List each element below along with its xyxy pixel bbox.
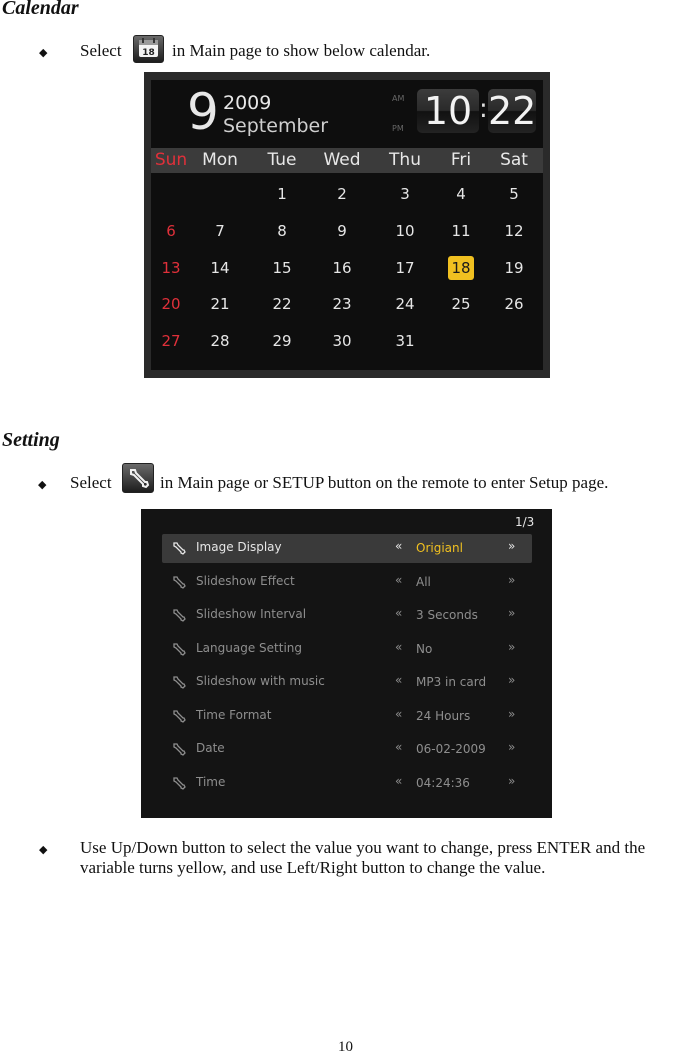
right-arrow-icon[interactable]: »: [508, 539, 516, 553]
setup-row[interactable]: [162, 668, 532, 697]
left-arrow-icon[interactable]: «: [395, 639, 403, 654]
bullet-diamond-icon: ◆: [39, 844, 48, 856]
calendar-instruction-select: Select: [80, 41, 122, 60]
setup-screen: [141, 509, 552, 818]
calendar-heading: Calendar: [2, 0, 79, 19]
note-line-1: Use Up/Down button to select the value you want to change, press ENTER and the: [80, 838, 646, 857]
setup-row-label: Time Format: [196, 707, 272, 722]
setup-row[interactable]: [162, 601, 532, 630]
left-arrow-icon[interactable]: «: [395, 706, 403, 721]
setup-row-label: Date: [196, 741, 225, 755]
calendar-day[interactable]: 21: [210, 295, 230, 313]
calendar-day[interactable]: 6: [166, 222, 176, 240]
setup-row-label: Image Display: [196, 540, 282, 554]
weekday-thu: Thu: [389, 150, 421, 170]
calendar-day[interactable]: 16: [332, 259, 352, 277]
calendar-am-label: AM: [392, 94, 405, 103]
setup-row[interactable]: [162, 769, 532, 798]
setting-instruction: [38, 473, 609, 493]
note-line-2: variable turns yellow, and use Left/Right button to change the value.: [80, 858, 546, 877]
setup-row-label: Time: [196, 774, 226, 789]
right-arrow-icon[interactable]: »: [508, 572, 516, 587]
page-number: 10: [338, 1039, 353, 1055]
setup-row-value[interactable]: 06-02-2009: [416, 742, 486, 756]
calendar-day[interactable]: 22: [272, 295, 292, 313]
setup-row-value[interactable]: 04:24:36: [416, 775, 470, 790]
setting-instruction-select: Select: [70, 473, 112, 492]
calendar-day[interactable]: 26: [504, 295, 524, 313]
right-arrow-icon[interactable]: »: [508, 606, 516, 620]
setup-row-label: Slideshow Effect: [196, 573, 295, 588]
calendar-app-icon: [133, 35, 164, 63]
left-arrow-icon[interactable]: «: [395, 740, 403, 754]
calendar-day[interactable]: 13: [161, 259, 181, 277]
wrench-icon: [172, 709, 186, 723]
setup-row-value[interactable]: All: [416, 574, 431, 589]
setup-row-value[interactable]: No: [416, 641, 433, 656]
calendar-day[interactable]: 23: [332, 295, 352, 313]
setup-page-indicator: 1/3: [515, 515, 535, 529]
right-arrow-icon[interactable]: »: [508, 773, 516, 788]
wrench-icon: [172, 575, 186, 589]
setup-row-label: Slideshow with music: [196, 674, 325, 688]
weekday-mon: Mon: [202, 150, 238, 170]
wrench-icon: [172, 776, 186, 790]
weekday-sat: Sat: [500, 150, 528, 170]
right-arrow-icon[interactable]: »: [508, 639, 516, 654]
calendar-screen: [144, 72, 550, 378]
setup-row-label: Slideshow Interval: [196, 607, 307, 621]
calendar-day[interactable]: 2: [337, 185, 347, 203]
clock-minutes: 22: [488, 89, 537, 133]
left-arrow-icon[interactable]: «: [395, 606, 403, 620]
calendar-day[interactable]: 14: [210, 259, 230, 277]
weekday-wed: Wed: [323, 150, 361, 170]
calendar-day[interactable]: 5: [509, 185, 519, 203]
calendar-month: September: [223, 115, 329, 137]
setup-row-value[interactable]: 3 Seconds: [416, 608, 478, 622]
calendar-day[interactable]: 1: [277, 185, 287, 203]
calendar-day[interactable]: 31: [395, 332, 415, 350]
calendar-pm-label: PM: [392, 124, 404, 133]
wrench-icon: [172, 642, 186, 656]
calendar-day[interactable]: 10: [395, 222, 415, 240]
note-paragraph: [39, 838, 646, 877]
left-arrow-icon[interactable]: «: [395, 539, 403, 553]
left-arrow-icon[interactable]: «: [395, 572, 403, 587]
setup-row[interactable]: [162, 702, 532, 731]
setup-row-label: Language Setting: [196, 640, 303, 655]
svg-text:18: 18: [142, 48, 155, 58]
calendar-day[interactable]: 15: [272, 259, 292, 277]
setup-row[interactable]: [162, 735, 532, 764]
wrench-icon: [172, 742, 186, 756]
calendar-day[interactable]: 17: [395, 259, 415, 277]
clock-colon: :: [479, 94, 488, 124]
left-arrow-icon[interactable]: «: [395, 673, 403, 687]
weekday-sun: Sun: [154, 150, 188, 170]
clock-hours: 10: [417, 89, 479, 133]
wrench-icon: [172, 675, 186, 689]
calendar-day[interactable]: 12: [504, 222, 524, 240]
calendar-day[interactable]: 8: [277, 222, 287, 240]
calendar-day-number: 9: [187, 83, 219, 141]
setup-row[interactable]: [162, 635, 532, 664]
calendar-day[interactable]: 28: [210, 332, 230, 350]
setting-instruction-text: in Main page or SETUP button on the remote to enter Setup page.: [160, 473, 609, 492]
setup-row-value[interactable]: MP3 in card: [416, 675, 487, 689]
weekday-fri: Fri: [450, 150, 472, 170]
weekday-tue: Tue: [267, 150, 297, 170]
calendar-day[interactable]: 27: [161, 332, 181, 350]
bullet-diamond-icon: ◆: [39, 47, 48, 59]
setup-row-value[interactable]: Origianl: [416, 541, 463, 555]
calendar-day[interactable]: 18: [448, 256, 474, 280]
calendar-day[interactable]: 24: [395, 295, 415, 313]
wrench-app-icon: [122, 463, 154, 493]
calendar-day[interactable]: 25: [451, 295, 471, 313]
calendar-day[interactable]: 20: [161, 295, 181, 313]
bullet-diamond-icon: ◆: [38, 479, 47, 491]
right-arrow-icon[interactable]: »: [508, 706, 516, 721]
right-arrow-icon[interactable]: »: [508, 740, 516, 754]
wrench-icon: [172, 541, 186, 555]
right-arrow-icon[interactable]: »: [508, 673, 516, 687]
calendar-day[interactable]: 3: [400, 185, 410, 203]
wrench-icon: [172, 608, 186, 622]
calendar-day[interactable]: 19: [504, 259, 524, 277]
calendar-day[interactable]: 7: [215, 222, 225, 240]
left-arrow-icon[interactable]: «: [395, 773, 403, 788]
calendar-instruction-text: in Main page to show below calendar.: [172, 41, 431, 60]
setup-row[interactable]: [162, 534, 532, 563]
calendar-day[interactable]: 29: [272, 332, 292, 350]
calendar-year: 2009: [223, 92, 272, 114]
calendar-day[interactable]: 9: [337, 222, 347, 240]
setup-row[interactable]: [162, 568, 532, 597]
calendar-day[interactable]: 4: [456, 185, 466, 203]
calendar-day[interactable]: 11: [451, 222, 471, 240]
calendar-day[interactable]: 30: [332, 332, 352, 350]
setting-heading: Setting: [2, 429, 60, 451]
setup-row-value[interactable]: 24 Hours: [416, 708, 471, 723]
